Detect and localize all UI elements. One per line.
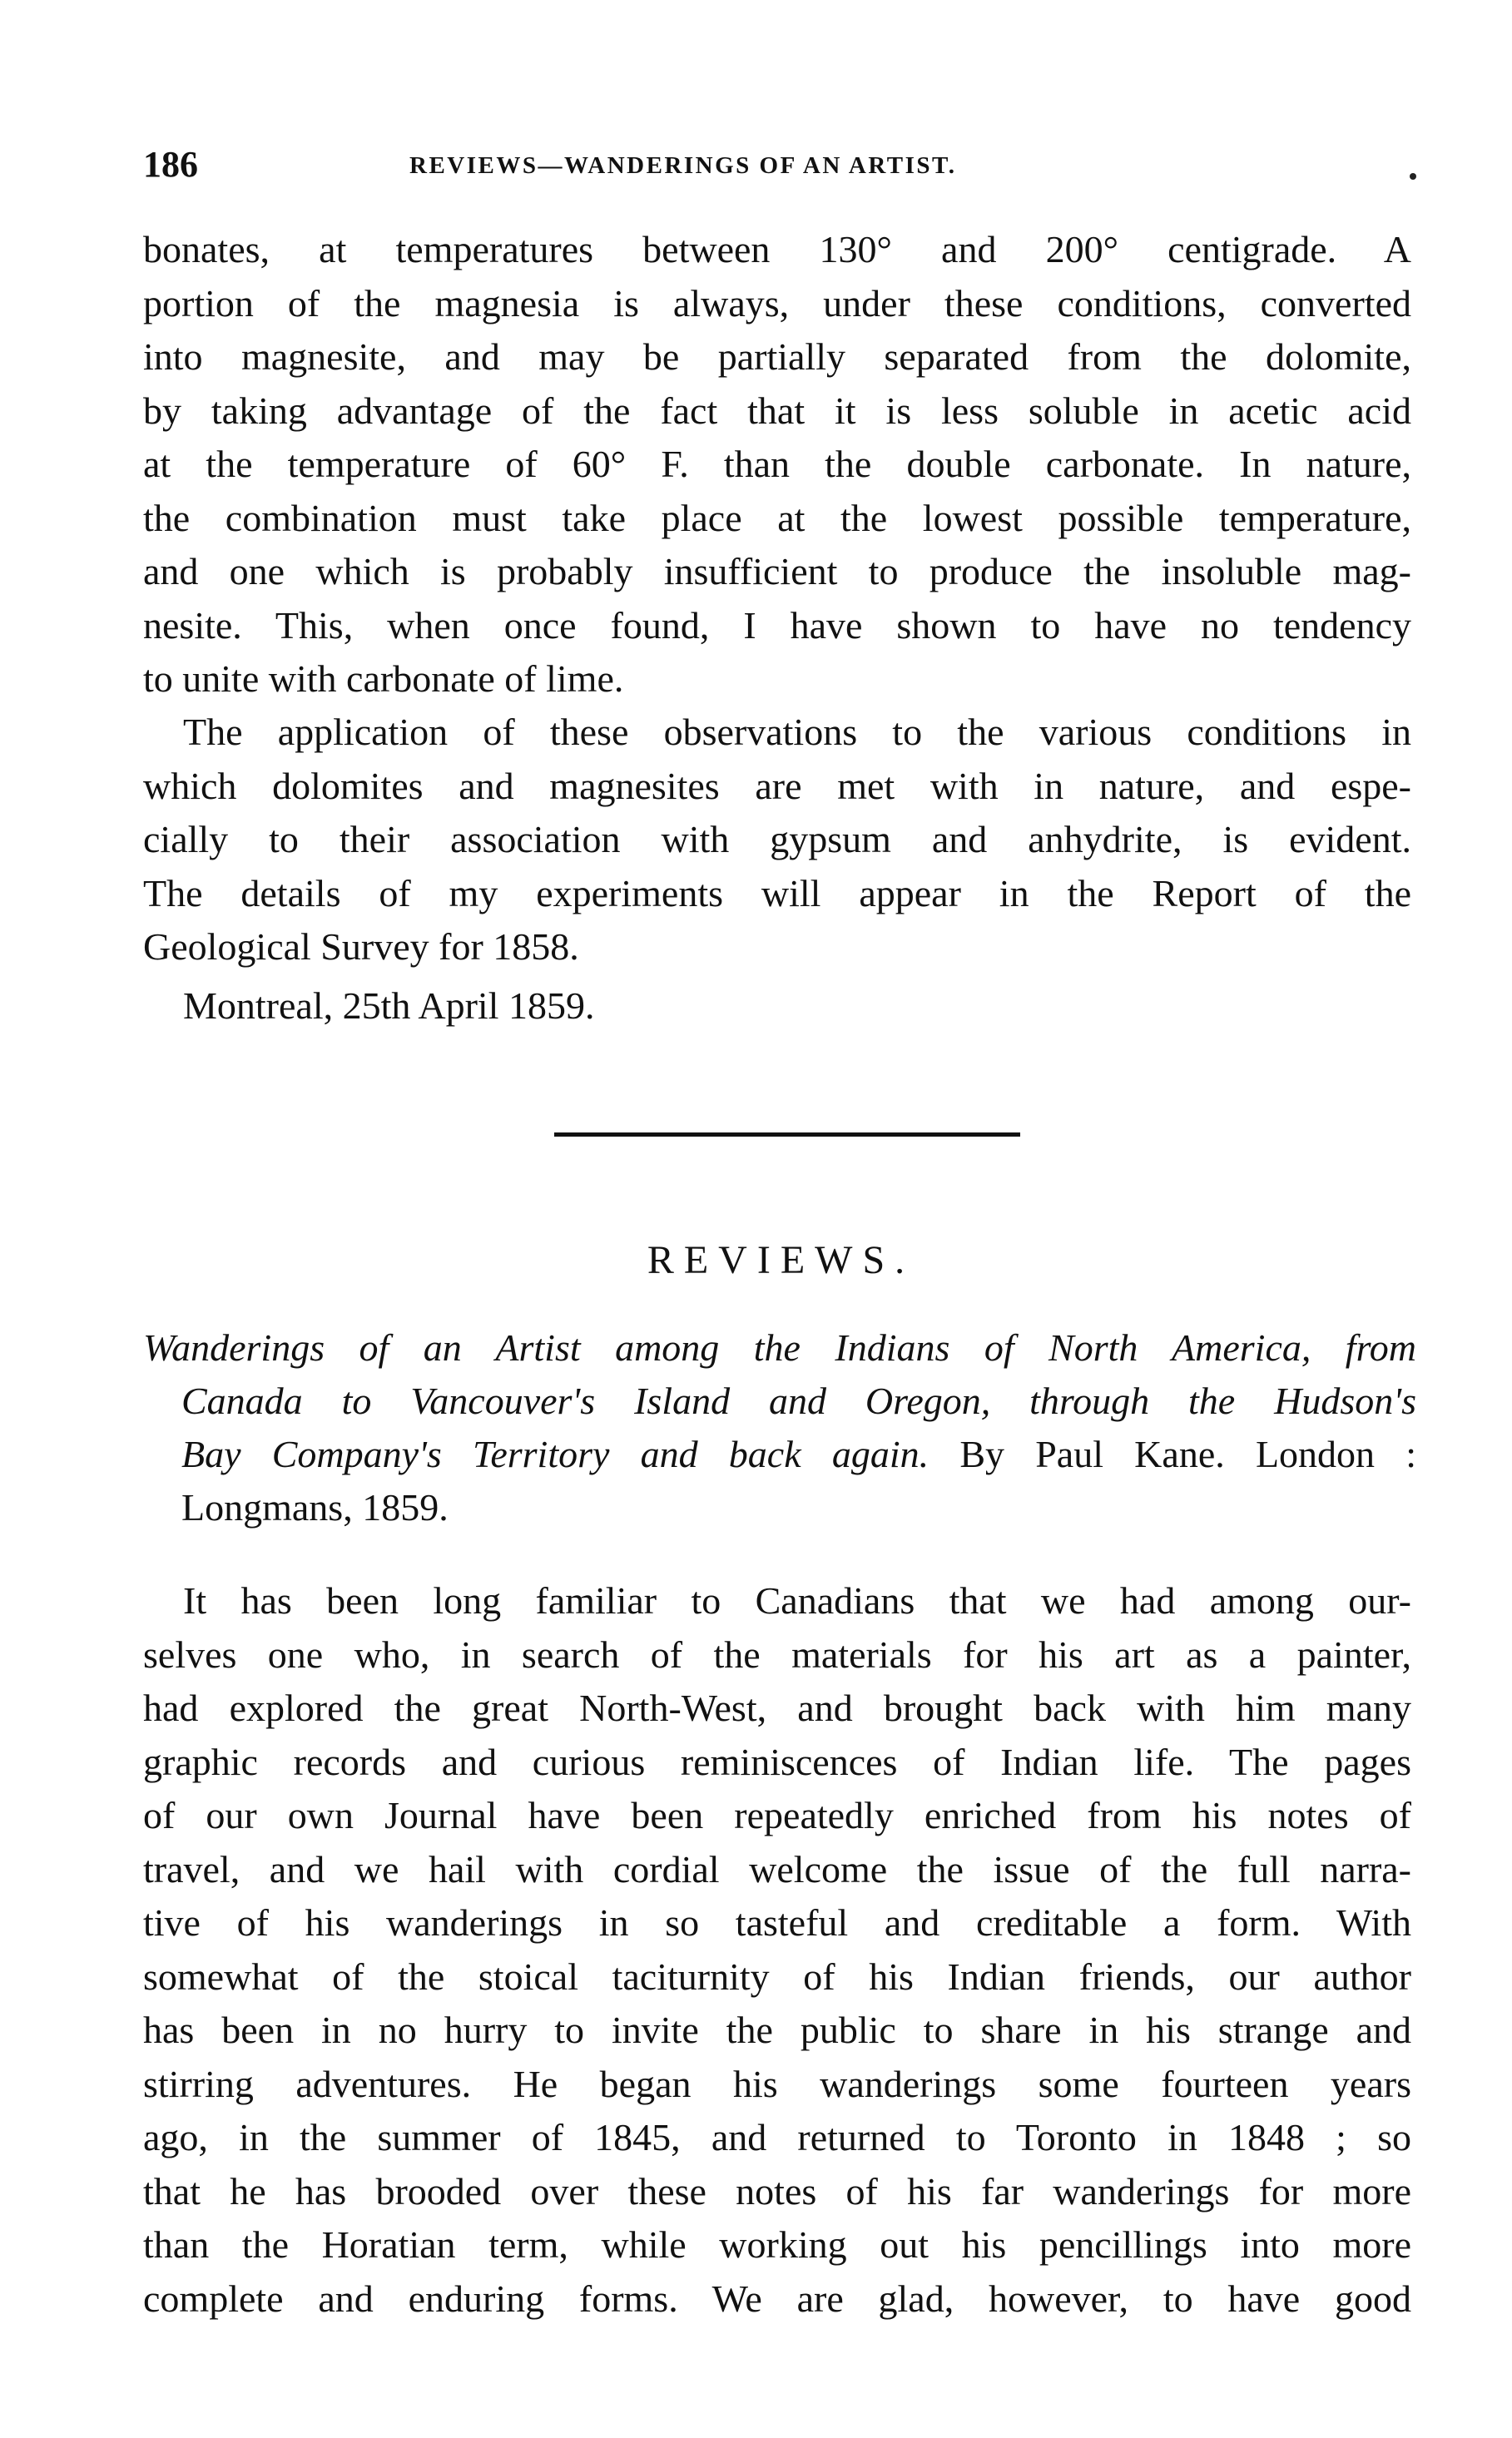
- ink-speck: [1410, 173, 1416, 180]
- text-line: complete and enduring forms. We are glad, however, to have good: [143, 2277, 1411, 2320]
- text-line: graphic records and curious reminiscences of Indian life. The pages: [143, 1740, 1411, 1783]
- text-line: the combination must take place at the lowest possible temperature,: [143, 496, 1411, 539]
- citation-title-text: Wanderings of an Artist among the Indians of North America, from: [143, 1326, 1416, 1369]
- citation-title-line: [143, 1321, 1416, 1375]
- text-line: cially to their association with gypsum and anhydrite, is evident.: [143, 818, 1411, 860]
- citation-title-line: [143, 1428, 1416, 1481]
- text-line: at the temperature of 60° F. than the double carbonate. In nature,: [143, 443, 1411, 485]
- text-line: to unite with carbonate of lime.: [143, 657, 624, 700]
- citation-publisher: Longmans, 1859.: [181, 1486, 449, 1529]
- paragraph-application: [143, 706, 1411, 1033]
- text-line: selves one who, in search of the materials for his art as a painter,: [143, 1633, 1411, 1676]
- text-line: into magnesite, and may be partially separated from the dolomite,: [143, 335, 1411, 378]
- citation-title-line: [143, 1375, 1416, 1428]
- text-line: had explored the great North-West, and brought back with him many: [143, 1687, 1411, 1729]
- citation-author: By Paul Kane.: [959, 1433, 1225, 1475]
- text-line: of our own Journal have been repeatedly enriched from his notes of: [143, 1794, 1411, 1836]
- text-line: Geological Survey for 1858.: [143, 925, 579, 968]
- section-heading: REVIEWS.: [647, 1238, 915, 1282]
- text-line: that he has brooded over these notes of his far wanderings for more: [143, 2169, 1411, 2213]
- text-line: The details of my experiments will appear in the Report of the: [143, 871, 1411, 914]
- running-title: REVIEWS—WANDERINGS OF AN ARTIST.: [409, 152, 957, 179]
- book-citation: [143, 1321, 1416, 1534]
- running-head: [143, 140, 1416, 190]
- citation-title-text: Canada to Vancouver's Island and Oregon, through the Hudson's: [181, 1380, 1416, 1422]
- signature-dateline: Montreal, 25th April 1859.: [183, 984, 595, 1027]
- text-line: stirring adventures. He began his wanderings some fourteen years: [143, 2062, 1411, 2105]
- page-number: 186: [143, 144, 198, 185]
- text-line: The application of these observations to the various conditions in: [183, 711, 1411, 753]
- paragraph-continuation: [143, 223, 1411, 706]
- text-line: portion of the magnesia is always, under these conditions, converted: [143, 281, 1411, 325]
- text-line: which dolomites and magnesites are met with in nature, and espe-: [143, 764, 1411, 807]
- citation-place: London :: [1255, 1433, 1417, 1475]
- review-body: [143, 1574, 1411, 2326]
- text-line: somewhat of the stoical taciturnity of his Indian friends, our author: [143, 1955, 1411, 1998]
- text-line: bonates, at temperatures between 130° and 200° centigrade. A: [143, 228, 1411, 270]
- text-line: has been in no hurry to invite the public to share in his strange and: [143, 2009, 1411, 2051]
- text-line: travel, and we hail with cordial welcome the issue of the full narra-: [143, 1847, 1411, 1890]
- text-line: tive of his wanderings in so tasteful and creditable a form. With: [143, 1901, 1411, 1944]
- citation-title-text: Bay Company's Territory and back again.: [181, 1433, 930, 1475]
- text-line: nesite. This, when once found, I have shown to have no tendency: [143, 603, 1411, 647]
- text-line: and one which is probably insufficient to produce the insoluble mag-: [143, 550, 1411, 592]
- text-line: It has been long familiar to Canadians that we had among our-: [183, 1579, 1411, 1622]
- text-line: ago, in the summer of 1845, and returned to Toronto in 1848 ; so: [143, 2116, 1411, 2158]
- text-line: by taking advantage of the fact that it is less soluble in acetic acid: [143, 389, 1411, 432]
- section-divider: [554, 1132, 1020, 1137]
- text-line: than the Horatian term, while working out his pencillings into more: [143, 2223, 1411, 2266]
